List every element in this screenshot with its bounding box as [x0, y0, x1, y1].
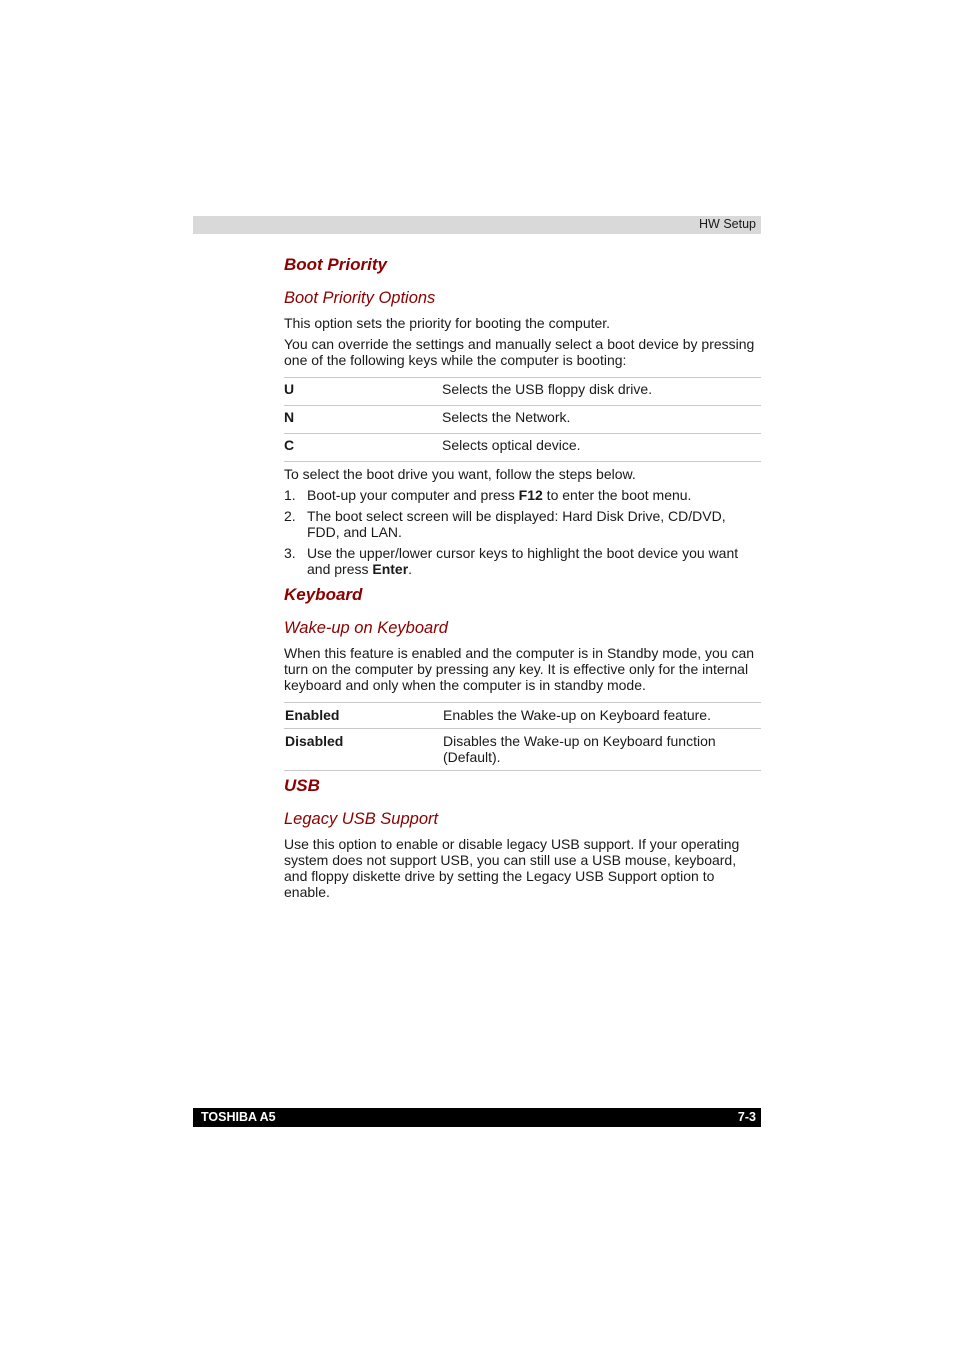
- steps-intro: To select the boot drive you want, follow the steps below.: [284, 466, 636, 482]
- boot-intro-2: You can override the settings and manually select a boot device by pressing one of the following keys while the computer is booting:: [284, 336, 755, 368]
- option-description: Disables the Wake-up on Keyboard function (Default).: [443, 729, 761, 771]
- keyboard-heading: Keyboard: [284, 585, 363, 604]
- boot-priority-options-heading: Boot Priority Options: [284, 289, 436, 307]
- step-key: F12: [518, 487, 543, 503]
- option-key: N: [284, 406, 442, 434]
- page-number: 7-3: [737, 1110, 756, 1124]
- list-item: [284, 487, 761, 503]
- table-row: [284, 434, 761, 462]
- option-key: Enabled: [284, 703, 443, 729]
- running-header: [193, 216, 761, 234]
- list-item: [284, 545, 761, 577]
- step-key: Enter: [372, 561, 409, 577]
- step-text: The boot select screen will be displayed: Hard Disk Drive, CD/DVD, FDD, and LAN.: [307, 508, 726, 540]
- boot-steps-list: [284, 487, 761, 577]
- product-name: TOSHIBA A5: [201, 1110, 276, 1124]
- step-number: 2.: [284, 508, 296, 524]
- running-footer: [193, 1108, 761, 1127]
- step-text: Boot-up your computer and press: [307, 487, 519, 503]
- usb-intro: Use this option to enable or disable legacy USB support. If your operating system does not support USB, you can still use a USB mouse, keyboard, and floppy diskette drive by setting the Legacy USB Support option to enable.: [284, 836, 740, 900]
- option-key: U: [284, 378, 442, 406]
- option-description: Selects the Network.: [442, 406, 761, 434]
- page-content: [284, 254, 761, 905]
- option-key: C: [284, 434, 442, 462]
- boot-keys-table: [284, 377, 761, 462]
- option-key: Disabled: [284, 729, 443, 771]
- boot-priority-heading: Boot Priority: [284, 255, 387, 274]
- table-row: [284, 729, 761, 771]
- step-number: 1.: [284, 487, 296, 503]
- step-text-end: to enter the boot menu.: [542, 487, 692, 503]
- usb-heading: USB: [284, 776, 320, 795]
- step-number: 3.: [284, 545, 296, 561]
- legacy-usb-support-heading: Legacy USB Support: [284, 810, 439, 828]
- keyboard-options-table: [284, 702, 761, 771]
- table-row: [284, 378, 761, 406]
- option-description: Enables the Wake-up on Keyboard feature.: [443, 703, 761, 729]
- section-name: HW Setup: [699, 217, 756, 231]
- option-description: Selects the USB floppy disk drive.: [442, 378, 761, 406]
- list-item: [284, 508, 761, 540]
- boot-intro-1: This option sets the priority for booting the computer.: [284, 315, 611, 331]
- step-text: Use the upper/lower cursor keys to highlight the boot device you want and press: [307, 545, 739, 577]
- wake-up-on-keyboard-heading: Wake-up on Keyboard: [284, 619, 448, 637]
- table-row: [284, 406, 761, 434]
- option-description: Selects optical device.: [442, 434, 761, 462]
- step-text-end: .: [408, 561, 413, 577]
- table-row: [284, 703, 761, 729]
- keyboard-intro: When this feature is enabled and the computer is in Standby mode, you can turn on the computer by pressing any key. It is effective only for the internal keyboard and only when the computer is in standby mode.: [284, 645, 755, 693]
